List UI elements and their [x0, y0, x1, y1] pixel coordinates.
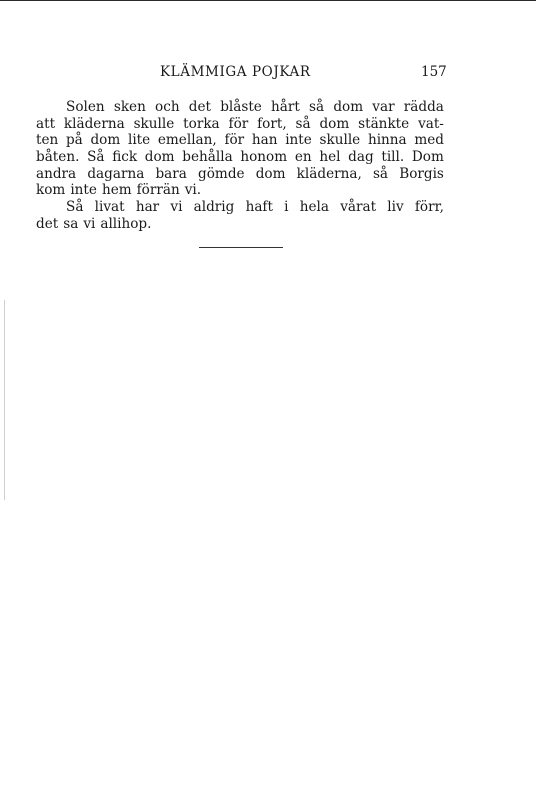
word: dag — [348, 149, 374, 166]
text-line — [36, 99, 444, 116]
word: stänkte — [358, 115, 410, 132]
word: aldrig — [193, 199, 235, 216]
text-line — [36, 132, 444, 149]
word: haft — [245, 199, 273, 216]
word: allihop. — [100, 215, 152, 232]
word: förr, — [414, 199, 444, 216]
word: hårt — [271, 99, 300, 115]
word: bara — [155, 165, 187, 182]
word: Så — [66, 199, 84, 216]
word: inte — [285, 132, 312, 149]
section-divider — [199, 247, 283, 248]
word: lite — [127, 132, 151, 149]
word: Borgis — [399, 165, 444, 182]
word: en — [294, 149, 312, 166]
scan-margin-line — [4, 300, 5, 500]
word: att — [36, 115, 56, 132]
word: Så — [87, 149, 105, 166]
word: andra — [36, 165, 77, 182]
word: skulle — [319, 132, 361, 149]
word: båten. — [36, 149, 80, 166]
word: sken — [113, 99, 146, 115]
word: emellan, — [157, 132, 217, 149]
word: det — [36, 215, 59, 232]
word: dom — [319, 115, 350, 132]
word: med — [414, 132, 444, 149]
word: fort, — [257, 115, 287, 132]
text-line — [36, 199, 444, 216]
word: så — [372, 165, 389, 182]
page-top-edge — [0, 0, 536, 1]
text-line — [36, 116, 444, 133]
text-line — [36, 166, 444, 183]
word: hinna — [367, 132, 407, 149]
word: skulle — [133, 115, 175, 132]
word: dom — [144, 149, 175, 166]
word: har — [135, 199, 160, 216]
word: Dom — [411, 149, 444, 166]
word: vi. — [184, 182, 202, 199]
word: dom — [333, 99, 364, 115]
word: fick — [112, 149, 138, 166]
word: kom — [36, 182, 66, 199]
word: rädda — [403, 99, 444, 115]
word: behålla — [182, 149, 233, 166]
word: vi — [170, 199, 183, 216]
word: kläderna, — [296, 165, 362, 182]
word: blåste — [220, 99, 262, 115]
word: för — [228, 115, 249, 132]
word: vat- — [418, 115, 444, 132]
word: så — [295, 115, 311, 132]
word: förrän — [136, 182, 180, 199]
word: honom — [240, 149, 288, 166]
running-head — [0, 64, 536, 84]
word: kläderna — [63, 115, 125, 132]
text-line — [36, 216, 444, 233]
text-line — [36, 182, 444, 199]
word: torka — [183, 115, 220, 132]
word: och — [155, 99, 180, 115]
word: var — [372, 99, 395, 115]
page-number: 157 — [421, 64, 447, 80]
word: det — [188, 99, 212, 115]
word: ten — [36, 132, 59, 149]
word: livat — [94, 199, 125, 216]
word: för — [224, 132, 245, 149]
word: sa — [63, 215, 79, 232]
word: liv — [387, 199, 404, 216]
word: inte — [70, 182, 97, 199]
word: hela — [299, 199, 329, 216]
word: dom — [255, 165, 286, 182]
word: i — [284, 199, 289, 216]
word: vi — [83, 215, 96, 232]
word: gömde — [198, 165, 245, 182]
body-text — [36, 99, 444, 233]
word: vårat — [340, 199, 377, 216]
word: så — [309, 99, 325, 115]
word: hem — [101, 182, 132, 199]
word: dom — [90, 132, 121, 149]
word: han — [251, 132, 278, 149]
text-line — [36, 149, 444, 166]
word: hel — [319, 149, 341, 166]
word: Solen — [66, 99, 105, 115]
running-title: KLÄMMIGA POJKAR — [160, 64, 311, 80]
word: dagarna — [87, 165, 145, 182]
word: på — [65, 132, 83, 149]
word: till. — [381, 149, 405, 166]
